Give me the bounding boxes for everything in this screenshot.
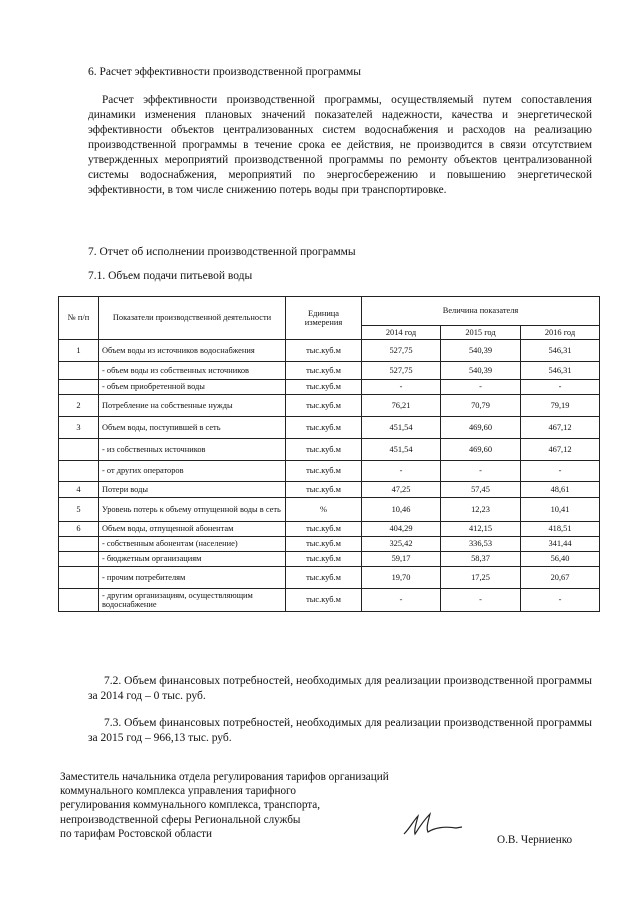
row-value-2014: 404,29 <box>362 522 441 537</box>
table-row <box>59 362 600 380</box>
row-value-2016: 467,12 <box>521 439 600 461</box>
row-unit: тыс.куб.м <box>286 482 362 498</box>
signature-line: регулирования коммунального комплекса, транспорта, <box>60 799 321 812</box>
row-value-2015: - <box>441 589 521 612</box>
header-year-2015: 2015 год <box>441 326 521 340</box>
row-value-2015: 336,53 <box>441 537 521 552</box>
row-value-2016: 79,19 <box>521 395 600 417</box>
row-value-2014: 76,21 <box>362 395 441 417</box>
row-value-2015: 469,60 <box>441 417 521 439</box>
table-row <box>59 482 600 498</box>
table-row <box>59 589 600 612</box>
row-value-2014: - <box>362 589 441 612</box>
section-6-paragraph: Расчет эффективности производственной программы, осуществляемый путем сопоставления динамики изменения плановых значений показателей надежности, качества и энергетической эффективности объектов централизованных систем водоснабжения и расходов на реализацию производственной программы в течение срока ее действия, не производится в связи отсутствием утвержденных мероприятий производственной программы по ремонту объектов централизованной системы водоснабжения, мероприятий по энергосбережению и повышению энергетической эффективности, в том числе снижению потерь воды при транспортировке. <box>88 94 592 196</box>
signature-line: непроизводственной сферы Региональной службы <box>60 813 301 826</box>
row-unit: % <box>286 498 362 522</box>
row-value-2014: 19,70 <box>362 567 441 589</box>
section-6-heading: 6. Расчет эффективности производственной программы <box>88 66 362 78</box>
row-label: - прочим потребителям <box>99 567 286 589</box>
section-7-1-heading: 7.1. Объем подачи питьевой воды <box>88 270 253 282</box>
row-value-2016: 546,31 <box>521 340 600 362</box>
row-label: - из собственных источников <box>99 439 286 461</box>
row-unit: тыс.куб.м <box>286 537 362 552</box>
table-row <box>59 567 600 589</box>
row-unit: тыс.куб.м <box>286 552 362 567</box>
row-value-2014: 527,75 <box>362 340 441 362</box>
section-7-3-paragraph: 7.3. Объем финансовых потребностей, необходимых для реализации производственной программы за 2015 год – 966,13 тыс. руб. <box>88 717 592 744</box>
row-num: 6 <box>59 522 99 537</box>
signatory-name: О.В. Черниенко <box>497 834 573 846</box>
table-header-row <box>59 297 600 326</box>
row-value-2016: 48,61 <box>521 482 600 498</box>
row-value-2014: 451,54 <box>362 417 441 439</box>
row-num <box>59 552 99 567</box>
row-label: - объем воды из собственных источников <box>99 362 286 380</box>
row-label: - бюджетным организациям <box>99 552 286 567</box>
table-row <box>59 522 600 537</box>
row-value-2016: 341,44 <box>521 537 600 552</box>
row-value-2015: 70,79 <box>441 395 521 417</box>
row-num <box>59 537 99 552</box>
water-supply-table <box>58 296 600 612</box>
handwritten-signature <box>400 808 470 844</box>
row-value-2016: - <box>521 589 600 612</box>
section-7-heading: 7. Отчет об исполнении производственной программы <box>88 246 356 258</box>
row-value-2016: 10,41 <box>521 498 600 522</box>
row-label: Объем воды из источников водоснабжения <box>99 340 286 362</box>
table-row <box>59 552 600 567</box>
row-unit: тыс.куб.м <box>286 522 362 537</box>
row-label: Объем воды, отпущенной абонентам <box>99 522 286 537</box>
row-num: 3 <box>59 417 99 439</box>
row-num: 4 <box>59 482 99 498</box>
row-unit: тыс.куб.м <box>286 589 362 612</box>
row-value-2015: 58,37 <box>441 552 521 567</box>
row-value-2015: 540,39 <box>441 362 521 380</box>
row-value-2014: 59,17 <box>362 552 441 567</box>
table-row <box>59 380 600 395</box>
header-year-2014: 2014 год <box>362 326 441 340</box>
row-num <box>59 567 99 589</box>
row-value-2016: 56,40 <box>521 552 600 567</box>
row-num <box>59 439 99 461</box>
row-label: - другим организациям, осуществляющим водоснабжение <box>99 589 286 612</box>
row-unit: тыс.куб.м <box>286 362 362 380</box>
row-value-2014: 451,54 <box>362 439 441 461</box>
row-unit: тыс.куб.м <box>286 340 362 362</box>
table-row <box>59 439 600 461</box>
row-value-2014: - <box>362 380 441 395</box>
row-num <box>59 362 99 380</box>
table-row <box>59 498 600 522</box>
row-value-2014: 47,25 <box>362 482 441 498</box>
row-label: - от других операторов <box>99 461 286 482</box>
header-num: № п/п <box>59 297 99 340</box>
row-value-2015: - <box>441 461 521 482</box>
row-value-2014: 325,42 <box>362 537 441 552</box>
header-year-2016: 2016 год <box>521 326 600 340</box>
row-label: - объем приобретенной воды <box>99 380 286 395</box>
row-num: 2 <box>59 395 99 417</box>
row-num <box>59 380 99 395</box>
row-unit: тыс.куб.м <box>286 380 362 395</box>
row-label: Объем воды, поступившей в сеть <box>99 417 286 439</box>
row-label: Потери воды <box>99 482 286 498</box>
row-value-2015: 17,25 <box>441 567 521 589</box>
row-num: 1 <box>59 340 99 362</box>
row-unit: тыс.куб.м <box>286 461 362 482</box>
signature-line: Заместитель начальника отдела регулирования тарифов организаций <box>60 771 389 783</box>
row-value-2014: - <box>362 461 441 482</box>
row-value-2016: 20,67 <box>521 567 600 589</box>
row-value-2015: 469,60 <box>441 439 521 461</box>
table-row <box>59 537 600 552</box>
row-num <box>59 589 99 612</box>
row-label: - собственным абонентам (население) <box>99 537 286 552</box>
row-value-2015: 412,15 <box>441 522 521 537</box>
row-unit: тыс.куб.м <box>286 395 362 417</box>
section-7-2-paragraph: 7.2. Объем финансовых потребностей, необходимых для реализации производственной программы за 2014 год – 0 тыс. руб. <box>88 675 592 702</box>
row-value-2016: - <box>521 380 600 395</box>
header-indicator: Показатели производственной деятельности <box>99 297 286 340</box>
row-num <box>59 461 99 482</box>
row-value-2016: 546,31 <box>521 362 600 380</box>
row-value-2015: 12,23 <box>441 498 521 522</box>
row-value-2015: - <box>441 380 521 395</box>
table-row <box>59 417 600 439</box>
header-unit: Единица измерения <box>286 297 362 340</box>
row-label: Уровень потерь к объему отпущенной воды в сеть <box>99 498 286 522</box>
row-value-2014: 10,46 <box>362 498 441 522</box>
row-value-2016: 418,51 <box>521 522 600 537</box>
row-label: Потребление на собственные нужды <box>99 395 286 417</box>
row-unit: тыс.куб.м <box>286 439 362 461</box>
header-value: Величина показателя <box>362 297 600 326</box>
signature-line: коммунального комплекса управления тарифного <box>60 785 296 798</box>
row-value-2016: 467,12 <box>521 417 600 439</box>
row-num: 5 <box>59 498 99 522</box>
row-unit: тыс.куб.м <box>286 417 362 439</box>
row-unit: тыс.куб.м <box>286 567 362 589</box>
table-row <box>59 461 600 482</box>
row-value-2014: 527,75 <box>362 362 441 380</box>
table-row <box>59 340 600 362</box>
row-value-2015: 57,45 <box>441 482 521 498</box>
row-value-2016: - <box>521 461 600 482</box>
signature-line: по тарифам Ростовской области <box>60 827 212 840</box>
table-row <box>59 395 600 417</box>
row-value-2015: 540,39 <box>441 340 521 362</box>
